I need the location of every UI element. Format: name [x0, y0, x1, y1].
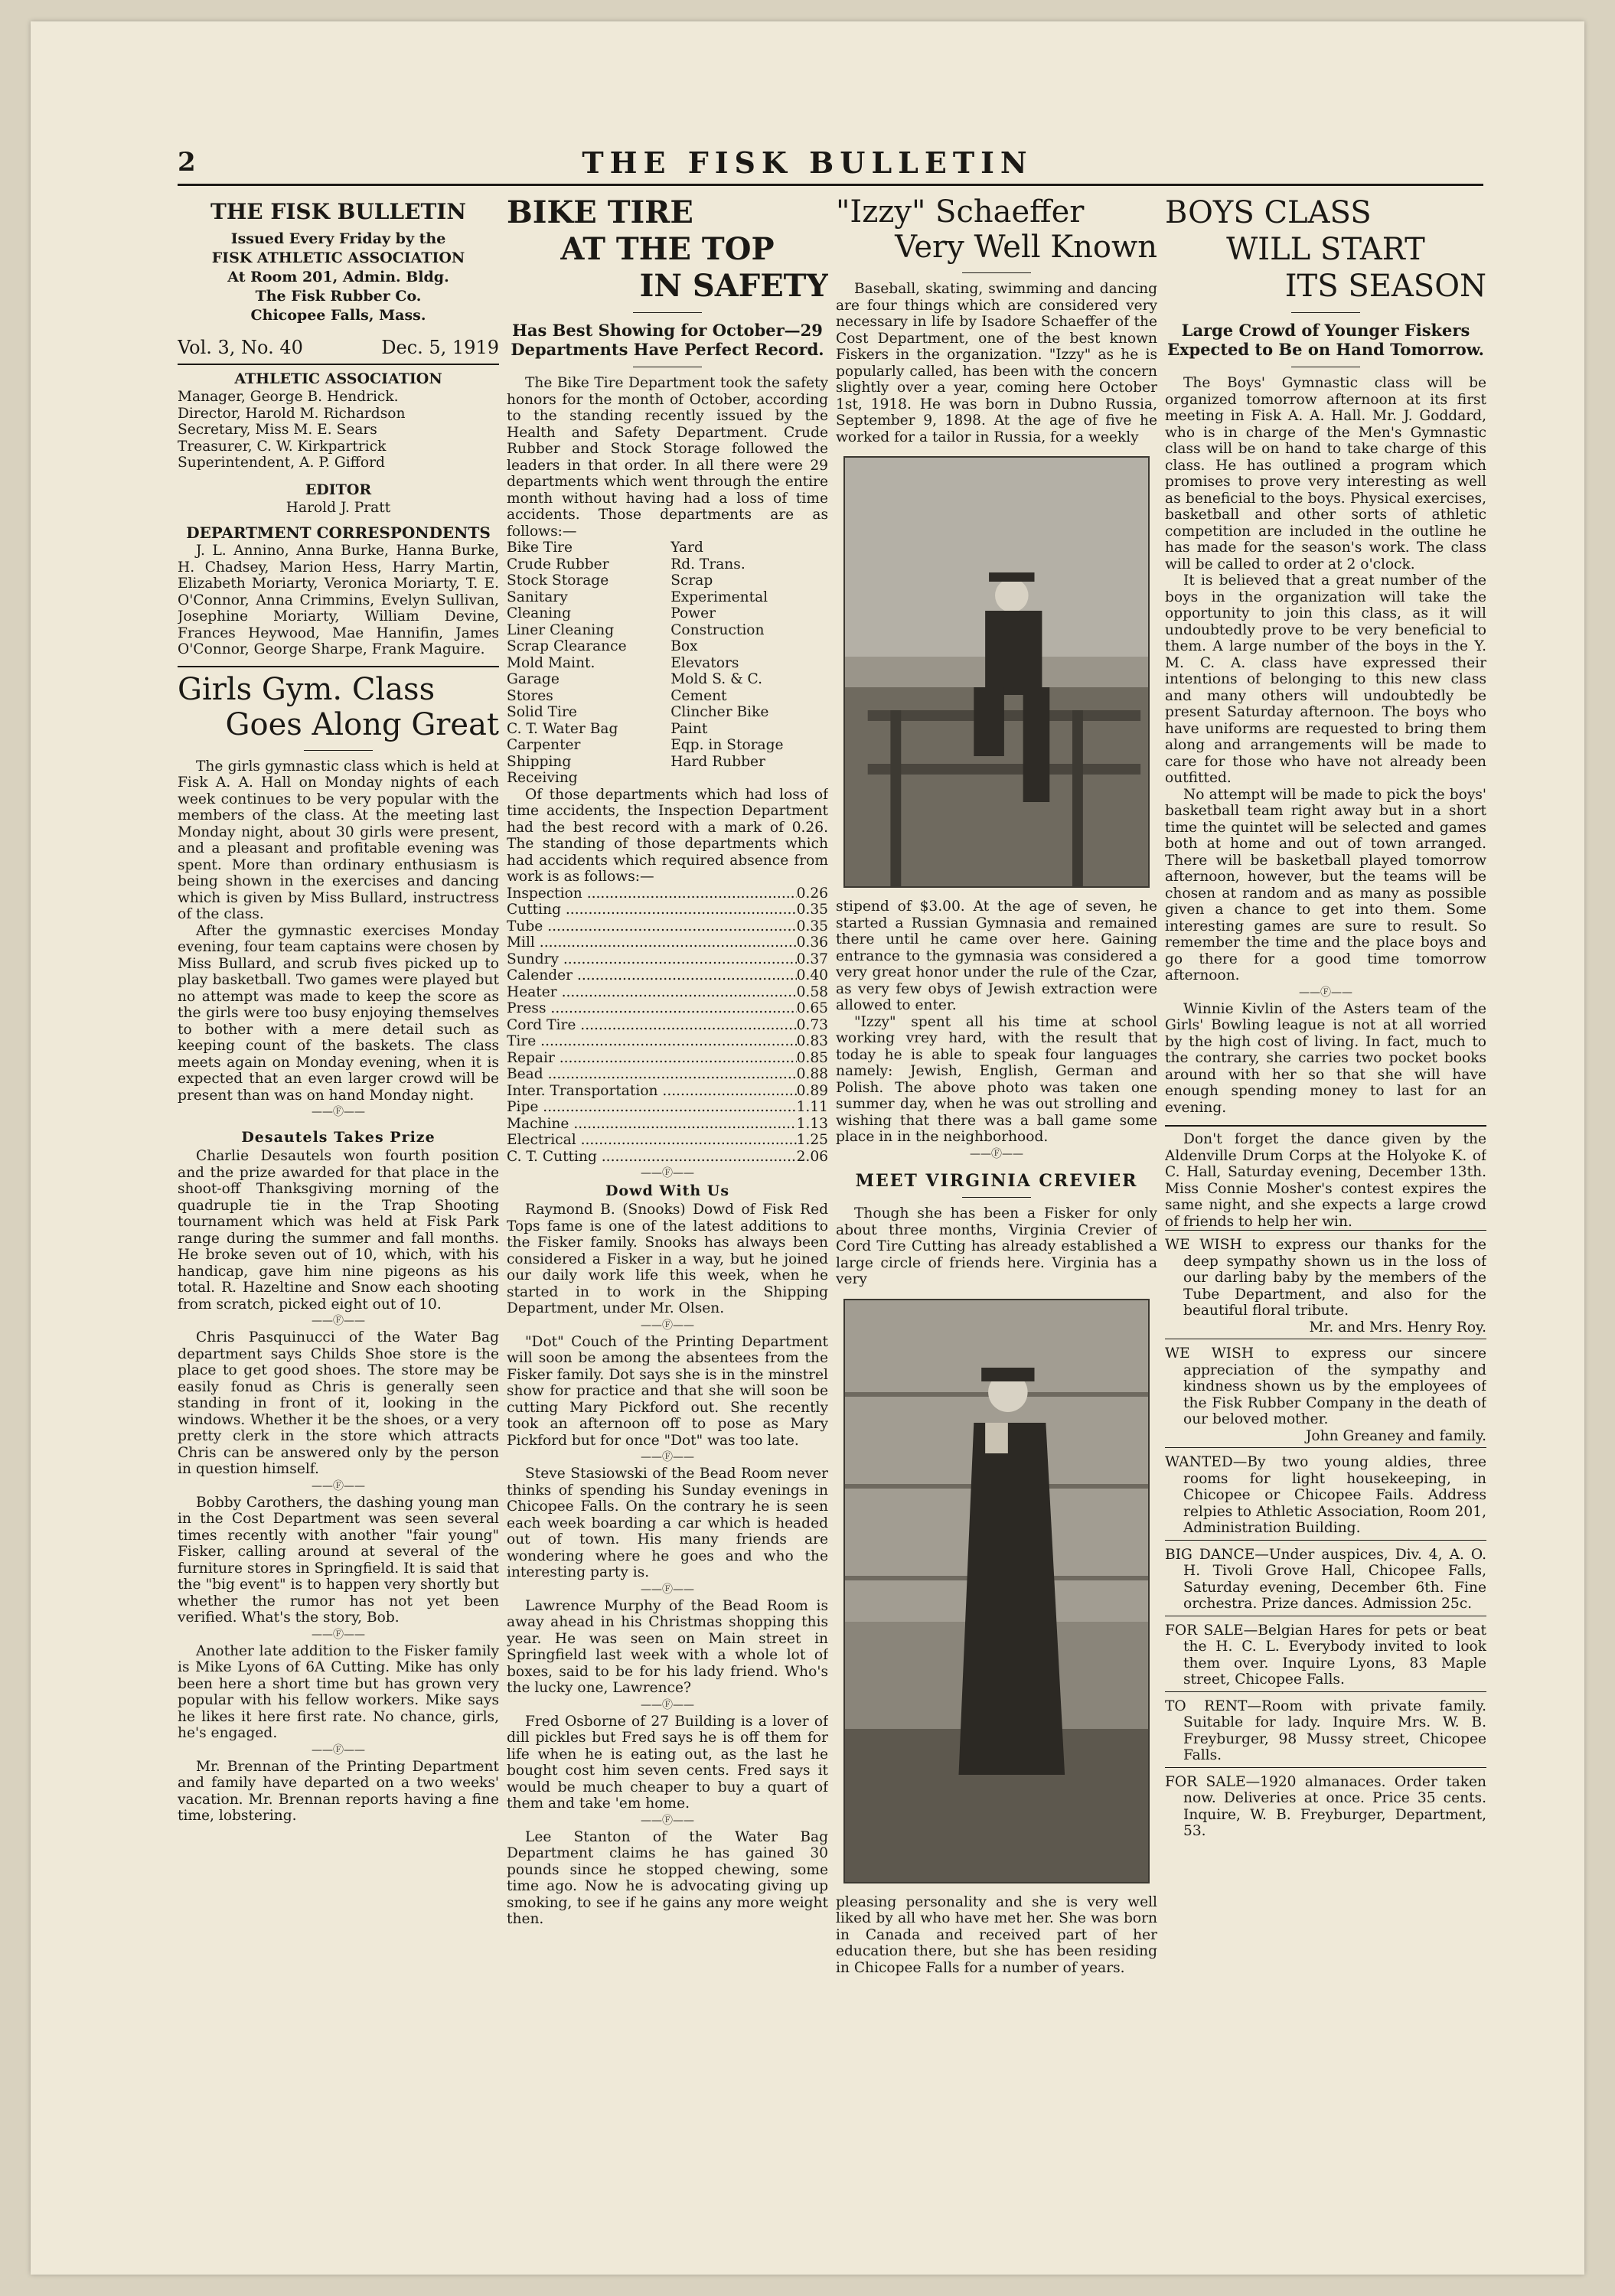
standing-dept: Inspection .....	[507, 885, 797, 902]
classified-ad	[1165, 1230, 1486, 1339]
standing-value: 0.37	[796, 951, 828, 967]
article-paragraph: The Boys' Gymnastic class will be organized tomorrow afternoon at its first meeting in Fisk A. A. Hall. Mr. J. Goddard, who is in charge of the Men's Gymnastic class will be on hand to take charge of this class. He has outlined a program which promises to prove very interesting as well as beneficial to the boys. Physical exercises, basketball and other sorts of athletic competition are included in the outline he has made for the season's work. The class will be called to order at 2 o'clock.	[1165, 375, 1486, 572]
bike-headline-3: IN SAFETY	[639, 268, 828, 304]
perfect-dept: Paint	[670, 720, 708, 737]
standing-dept: Cord Tire .....	[507, 1017, 797, 1034]
assoc-title: ATHLETIC ASSOCIATION	[234, 370, 442, 387]
divider	[962, 272, 1031, 273]
standing-value: 0.35	[796, 918, 828, 934]
standing-dept: Cutting .....	[507, 902, 797, 918]
boys-headline-2: WILL START	[1226, 232, 1425, 267]
standing-dept: Inter. Transportation .....	[507, 1083, 797, 1100]
article-paragraph: Mr. Brennan of the Printing Department and family have departed on a two weeks' vacation. Mr. Brennan reports having a fine time, lobstering.	[178, 1758, 499, 1824]
standing-value: 0.40	[796, 967, 828, 983]
izzy-headline-2: Very Well Known	[895, 230, 1157, 265]
standing-row	[507, 1099, 828, 1116]
correspondents-title: DEPARTMENT CORRESPONDENTS	[186, 523, 491, 542]
standing-dept: C. T. Cutting .....	[507, 1149, 797, 1166]
assoc-line: Secretary, Miss M. E. Sears	[178, 422, 377, 438]
classified-ad	[1165, 1616, 1486, 1691]
f-separator: ——Ⓕ——	[641, 1167, 694, 1179]
ad-text: TO RENT—Room with private family. Suitable for lady. Inquire Mrs. W. B. Freyburger, 98 Mussy street, Chicopee Falls.	[1165, 1698, 1486, 1763]
column-2	[507, 194, 828, 2261]
box-line: Chicopee Falls, Mass.	[250, 307, 426, 324]
f-separator: ——Ⓕ——	[312, 1315, 365, 1327]
article-paragraph: Another late addition to the Fisker family is Mike Lyons of 6A Cutting. Mike has only been here a short time but has grown very popular with his fellow workers. Mike says he likes it here first rate. No chance, girls, he's engaged.	[178, 1642, 499, 1741]
correspondents-list: J. L. Annino, Anna Burke, Hanna Burke, H. Chadsey, Marion Hess, Harry Martin, Elizabeth Moriarty, Veronica Moriarty, T. E. O'Connor, Anna Crimmins, Evelyn Sullivan, Josephine Moriarty, William Devine, Frances Heywood, Mae Hannifin, James O'Connor, George Sharpe, Frank Maguire.	[178, 543, 499, 657]
perfect-dept: Experimental	[670, 589, 768, 605]
ad-text: WE WISH to express our thanks for the deep sympathy shown us in the loss of our darling baby by the members of the Tube Department, and also for the beautiful floral tribute.	[1165, 1237, 1486, 1319]
perfect-dept: Box	[670, 638, 698, 654]
perfect-dept: Bike Tire	[507, 540, 573, 556]
perfect-dept: Stock Storage	[507, 572, 609, 589]
article-paragraph: Chris Pasquinucci of the Water Bag department says Childs Shoe store is the place to get good shoes. The store may be easily fonud as Chris is generally seen standing in front of it, looking in the windows. Whether it be the shoes, or a very pretty clerk in the store which attracts Chris can be answered only by the person in question himself.	[178, 1329, 499, 1477]
ad-text: FOR SALE—1920 almanaces. Order taken now. Deliveries at once. Price 35 cents. Inquire, W. B. Freyburger, Department, 53.	[1165, 1773, 1486, 1839]
article-paragraph: After the gymnastic exercises Monday evening, four team captains were chosen by Miss Bullard, and scrub fives picked up to play basketball. Two games were played but no attempt was made to keep the score as the girls were too busy enjoying themselves to bother with a mere detail such as keeping count of the baskets. The class meets again on Monday evening, when it is expected that an even larger crowd will be present than was on hand Monday night.	[178, 922, 499, 1104]
standing-value: 0.83	[796, 1033, 828, 1049]
issue-date: Dec. 5, 1919	[381, 337, 499, 358]
article-paragraph: Raymond B. (Snooks) Dowd of Fisk Red Tops fame is one of the latest additions to the Fisker family. Snooks has always been considered a Fisker in a way, but he joined our daily work life this week, when he started in to work in the Shipping Department, under Mr. Olsen.	[507, 1202, 828, 1316]
article-paragraph: No attempt will be made to pick the boys' basketball team right away but in a short time the quintet will be selected and games both at home and out of town arranged. There will be basketball played tomorrow afternoon, however, but the teams will be chosen at random and as many as possible given a chance to get into them. Some interesting games are sure to result. So remember the time and the place boys and go there for a good time tomorrow afternoon.	[1165, 786, 1486, 983]
article-paragraph: stipend of $3.00. At the age of seven, he started a Russian Gymnasia and remained there until he came over here. Gaining entrance to the gymnasia was considered a very great honor under the rule of the Czar, as very few obys of Jewish extraction were allowed to enter.	[836, 899, 1157, 1013]
ad-text: FOR SALE—Belgian Hares for pets or beat the H. C. L. Everybody invited to look them over. Inquire Lyons, 83 Maple street, Chicopee Falls.	[1165, 1622, 1486, 1688]
standing-dept: Heater .....	[507, 984, 797, 1001]
box-line: Issued Every Friday by the	[230, 230, 446, 247]
column-4	[1165, 194, 1486, 2261]
standing-dept: Calender .....	[507, 967, 797, 984]
divider	[1165, 1125, 1486, 1127]
perfect-dept: Mold Maint.	[507, 654, 595, 671]
izzy-photo-illustration	[845, 458, 1148, 886]
standing-dept: Sundry .....	[507, 951, 797, 968]
classified-ad	[1165, 1691, 1486, 1767]
perfect-dept: Yard	[670, 540, 703, 556]
classified-ad	[1165, 1767, 1486, 1843]
standing-row	[507, 902, 828, 918]
standing-row	[507, 1149, 828, 1166]
standing-dept: Tire .....	[507, 1033, 797, 1050]
perfect-dept: Shipping	[507, 753, 572, 770]
standing-dept: Tube .....	[507, 918, 797, 935]
box-line: The Fisk Rubber Co.	[255, 288, 422, 305]
standing-value: 0.58	[796, 983, 828, 1000]
page-number: 2	[178, 147, 196, 178]
perfect-dept: Elevators	[670, 654, 739, 671]
standing-row	[507, 918, 828, 935]
article-paragraph: Steve Stasiowski of the Bead Room never thinks of spending his Sunday evenings in Chicopee Falls. On the contrary he is seen each week boarding a car which is headed out of town. His many friends are wondering where he goes and who the interesting party is.	[507, 1466, 828, 1580]
perfect-dept: Cleaning	[507, 605, 572, 621]
f-separator: ——Ⓕ——	[312, 1479, 365, 1492]
article-paragraph: Don't forget the dance given by the Aldenville Drum Corps at the Holyoke K. of C. Hall, Saturday evening, December 13th. Miss Connie Mosher's contest expires the same night, and she expects a large crowd of friends to help her win.	[1165, 1131, 1486, 1230]
standing-dept: Electrical .....	[507, 1132, 797, 1149]
article-paragraph: Lawrence Murphy of the Bead Room is away ahead in his Christmas shopping this year. He was seen on Main street in Springfield last week with a whole lot of boxes, said to be for his lady friend. Who's the lucky one, Lawrence?	[507, 1597, 828, 1696]
boys-headline	[1165, 194, 1486, 305]
perfect-dept: Eqp. in Storage	[670, 737, 784, 753]
perfect-dept: Receiving	[507, 770, 578, 786]
virginia-photo	[843, 1299, 1150, 1883]
bike-headline-2: AT THE TOP	[560, 231, 775, 267]
article-paragraph: Of those departments which had loss of time accidents, the Inspection Department had the best record with a mark of 0.26. The standing of those departments which had accidents which required absence from work is as follows:—	[507, 786, 828, 885]
standing-value: 0.26	[796, 885, 828, 902]
standing-value: 1.25	[796, 1132, 828, 1148]
assoc-line: Manager, George B. Hendrick.	[178, 389, 399, 405]
ad-text: WANTED—By two young aldies, three rooms for light housekeeping, in Chicopee or Chicopee Fails. Address relpies to Athletic Association, Room 201, Administration Building.	[1165, 1454, 1486, 1536]
f-separator: ——Ⓕ——	[312, 1628, 365, 1641]
assoc-line: Superintendent, A. P. Gifford	[178, 455, 385, 471]
box-title: THE FISK BULLETIN	[210, 199, 466, 224]
perfect-dept: Stores	[507, 687, 553, 704]
standing-dept: Bead .....	[507, 1066, 797, 1083]
standing-row	[507, 1083, 828, 1100]
standing-row	[507, 1116, 828, 1133]
perfect-dept: Rd. Trans.	[670, 556, 746, 572]
boys-headline-3: ITS SEASON	[1284, 269, 1486, 304]
dowd-headline: Dowd With Us	[605, 1182, 730, 1199]
perfect-dept: Solid Tire	[507, 704, 577, 720]
f-separator: ——Ⓕ——	[312, 1743, 365, 1756]
boys-deck: Large Crowd of Younger Fiskers Expected to Be on Hand Tomorrow.	[1166, 321, 1484, 359]
izzy-headline-1: "Izzy" Schaeffer	[836, 194, 1085, 230]
perfect-dept: Hard Rubber	[670, 753, 765, 770]
perfect-right-column	[670, 540, 828, 787]
perfect-dept: Cement	[670, 687, 727, 704]
standing-row	[507, 1017, 828, 1034]
f-separator: ——Ⓕ——	[641, 1814, 694, 1827]
standing-value: 0.88	[796, 1066, 828, 1082]
divider	[1291, 312, 1360, 313]
f-separator: ——Ⓕ——	[970, 1147, 1023, 1160]
article-paragraph: Bobby Carothers, the dashing young man in the Cost Department was seen several times recently with another "fair young" Fisker, calling around at several of the furniture stores in Springfield. It is said that the "big event" is to happen very shortly but whether the rumor has not yet been verified. What's the story, Bob.	[178, 1494, 499, 1626]
article-paragraph: Charlie Desautels won fourth position and the prize awarded for that place in the shoot-off Thanksgiving morning of the quadruple tie in the Trap Shooting tournament which was held at Fisk Park range during the summer and fall months. He broke seven out of 10, which, with his handicap, gave him nine pigeons as his total. R. Hazeltine and Snow each shooting from scratch, picked eight out of 10.	[178, 1148, 499, 1313]
perfect-dept: Mold S. & C.	[670, 671, 763, 687]
article-paragraph: pleasing personality and she is very well liked by all who have met her. She was born in Canada and received part of her education there, but she has been residing in Chicopee Falls for a number of years.	[836, 1893, 1157, 1976]
classified-ad	[1165, 1540, 1486, 1616]
perfect-dept: Garage	[507, 671, 560, 687]
virginia-headline: MEET VIRGINIA CREVIER	[855, 1170, 1138, 1191]
box-line: At Room 201, Admin. Bldg.	[227, 269, 449, 285]
standing-row	[507, 984, 828, 1001]
standing-value: 0.73	[796, 1016, 828, 1033]
perfect-dept: Carpenter	[507, 737, 581, 753]
column-3	[836, 194, 1157, 2261]
standing-dept: Pipe .....	[507, 1099, 797, 1116]
article-paragraph: Baseball, skating, swimming and dancing are four things which are considered very necessary in life by Isadore Schaeffer of the Cost Department, one of the best known Fiskers in the organization. "Izzy" as he is popularly called, has been with the concern slightly over a year, coming here October 1st, 1918. He was born in Dubno Russia, September 9, 1898. At the age of five he worked for a tailor in Russia, for a weekly	[836, 281, 1157, 445]
bike-deck: Has Best Showing for October—29 Departments Have Perfect Record.	[511, 321, 824, 359]
standing-value: 0.65	[796, 1000, 828, 1016]
virginia-photo-illustration	[845, 1300, 1148, 1882]
standing-value: 0.36	[796, 934, 828, 951]
standing-row	[507, 1050, 828, 1067]
column-1	[178, 194, 499, 2261]
standing-row	[507, 1132, 828, 1149]
article-paragraph: Winnie Kivlin of the Asters team of the Girls' Bowling league is not at all worried by the high cost of living. In fact, much to the contrary, she carries two pocket books around with her so that she will have enough spending money to last for an evening.	[1165, 1000, 1486, 1116]
girls-headline-1: Girls Gym. Class	[178, 671, 436, 707]
ad-text: WE WISH to express our sincere appreciation of the sympathy and kindness shown us by the employees of the Fisk Rubber Company in the death of our beloved mother.	[1165, 1345, 1486, 1427]
perfect-dept: Scrap Clearance	[507, 638, 627, 654]
divider	[178, 666, 499, 667]
perfect-dept: Scrap	[670, 572, 713, 589]
izzy-photo	[843, 456, 1150, 888]
perfect-dept: Sanitary	[507, 589, 568, 605]
standing-row	[507, 951, 828, 968]
standing-value: 0.35	[796, 902, 828, 918]
bike-headline-1: BIKE TIRE	[507, 194, 693, 230]
standing-row	[507, 1066, 828, 1083]
editor-name: Harold J. Pratt	[285, 499, 391, 516]
bike-headline	[507, 194, 828, 305]
article-paragraph: Though she has been a Fisker for only about three months, Virginia Crevier of Cord Tire Cutting has already established a large circle of friends here. Virginia has a very	[836, 1205, 1157, 1287]
ad-signature: Mr. and Mrs. Henry Roy.	[1309, 1319, 1486, 1336]
divider	[304, 750, 373, 751]
standing-row	[507, 1000, 828, 1017]
perfect-left-column	[507, 540, 664, 787]
volume-number: Vol. 3, No. 40	[178, 337, 303, 358]
girls-headline-2: Goes Along Great	[225, 706, 499, 742]
masthead: THE FISK BULLETIN	[582, 145, 1033, 180]
perfect-dept: Crude Rubber	[507, 556, 609, 572]
f-separator: ——Ⓕ——	[312, 1106, 365, 1118]
ad-signature: John Greaney and family.	[1305, 1427, 1486, 1444]
boys-headline-1: BOYS CLASS	[1165, 195, 1372, 230]
standing-row	[507, 1033, 828, 1050]
standing-row	[507, 934, 828, 951]
article-paragraph: "Izzy" spent all his time at school working vrey hard, with the result that today he is able to speak four languages namely: Jewish, English, German and Polish. The above photo was taken one summer day, when he was out strolling and wishing that there was a ball game some place in in the neighborhood.	[836, 1013, 1157, 1145]
article-paragraph: Fred Osborne of 27 Building is a lover of dill pickles but Fred says he is off them for life when he is eating out, as the last he bought cost him seven cents. Fred says it would be much cheaper to buy a quart of them and take 'em home.	[507, 1713, 828, 1812]
standing-value: 0.85	[796, 1049, 828, 1066]
divider	[962, 1197, 1031, 1198]
f-separator: ——Ⓕ——	[1299, 986, 1352, 999]
standing-table	[507, 885, 828, 1166]
standing-dept: Press .....	[507, 1000, 797, 1017]
standing-value: 2.06	[796, 1148, 828, 1165]
article-paragraph: Lee Stanton of the Water Bag Department claims he has gained 30 pounds since he stopped chewing, some time ago. Now he is advocating giving up smoking, to see if he gains any more weight then.	[507, 1828, 828, 1927]
f-separator: ——Ⓕ——	[641, 1319, 694, 1332]
standing-value: 0.89	[796, 1082, 828, 1099]
f-separator: ——Ⓕ——	[641, 1583, 694, 1596]
assoc-line: Director, Harold M. Richardson	[178, 405, 406, 422]
perfect-dept: Construction	[670, 621, 765, 638]
perfect-dept: Power	[670, 605, 716, 621]
article-paragraph: The girls gymnastic class which is held at Fisk A. A. Hall on Monday nights of each week continues to be very popular with the members of the class. At the meeting last Monday night, about 30 girls were present, and a pleasant and profitable evening was spent. More than ordinary enthusiasm is being shown in the exercises and dancing which is given by Miss Bullard, instructress of the class.	[178, 758, 499, 922]
masthead-rule	[178, 184, 1483, 186]
standing-dept: Repair .....	[507, 1050, 797, 1067]
editor-title: EDITOR	[305, 481, 372, 498]
ad-text: BIG DANCE—Under auspices, Div. 4, A. O. H. Tivoli Grove Hall, Chicopee Falls, Saturday evening, December 6th. Fine orchestra. Prize dances. Admission 25c.	[1165, 1546, 1486, 1612]
classified-ad	[1165, 1447, 1486, 1540]
perfect-dept: Clincher Bike	[670, 704, 769, 720]
f-separator: ——Ⓕ——	[641, 1698, 694, 1711]
standing-dept: Mill .....	[507, 934, 797, 951]
perfect-dept: C. T. Water Bag	[507, 720, 618, 737]
box-line: FISK ATHLETIC ASSOCIATION	[211, 249, 465, 266]
standing-value: 1.13	[796, 1115, 828, 1132]
article-paragraph: The Bike Tire Department took the safety honors for the month of October, according to the standing recently issued by the Health and Safety Department. Crude Rubber and Stock Storage followed the leaders in that order. In all there were 29 departments which went through the entire month without having had a loss of time accidents. Those departments are as follows:—	[507, 375, 828, 540]
perfect-departments-list	[507, 540, 828, 787]
article-paragraph: "Dot" Couch of the Printing Department will soon be among the absentees from the Fisker family. Dot says she is in the minstrel show for practice and that she will soon be cutting Mary Pickford out. She recently took an afternoon off to pose as Mary Pickford but for once "Dot" was too late.	[507, 1333, 828, 1449]
standing-row	[507, 967, 828, 984]
assoc-line: Treasurer, C. W. Kirkpartrick	[178, 438, 387, 455]
standing-row	[507, 885, 828, 902]
desautels-headline: Desautels Takes Prize	[241, 1129, 436, 1146]
standing-dept: Machine .....	[507, 1116, 797, 1133]
classified-ad	[1165, 1339, 1486, 1447]
divider	[178, 364, 499, 365]
standing-value: 1.11	[796, 1099, 828, 1115]
article-paragraph: It is believed that a great number of the boys in the organization will take the opportunity to join this class, as it will undoubtedly prove to be very beneficial to them. A large number of the boys in the Y. M. C. A. class have expressed their intentions of belonging to this new class and many others will undoubtedly be present Saturday afternoon. The boys who have uniforms are requested to bring them along and arrangements will be made to care for those who have not already been outfitted.	[1165, 572, 1486, 786]
f-separator: ——Ⓕ——	[641, 1451, 694, 1463]
volume-line	[178, 336, 499, 359]
perfect-dept: Liner Cleaning	[507, 621, 615, 638]
divider	[633, 312, 702, 313]
